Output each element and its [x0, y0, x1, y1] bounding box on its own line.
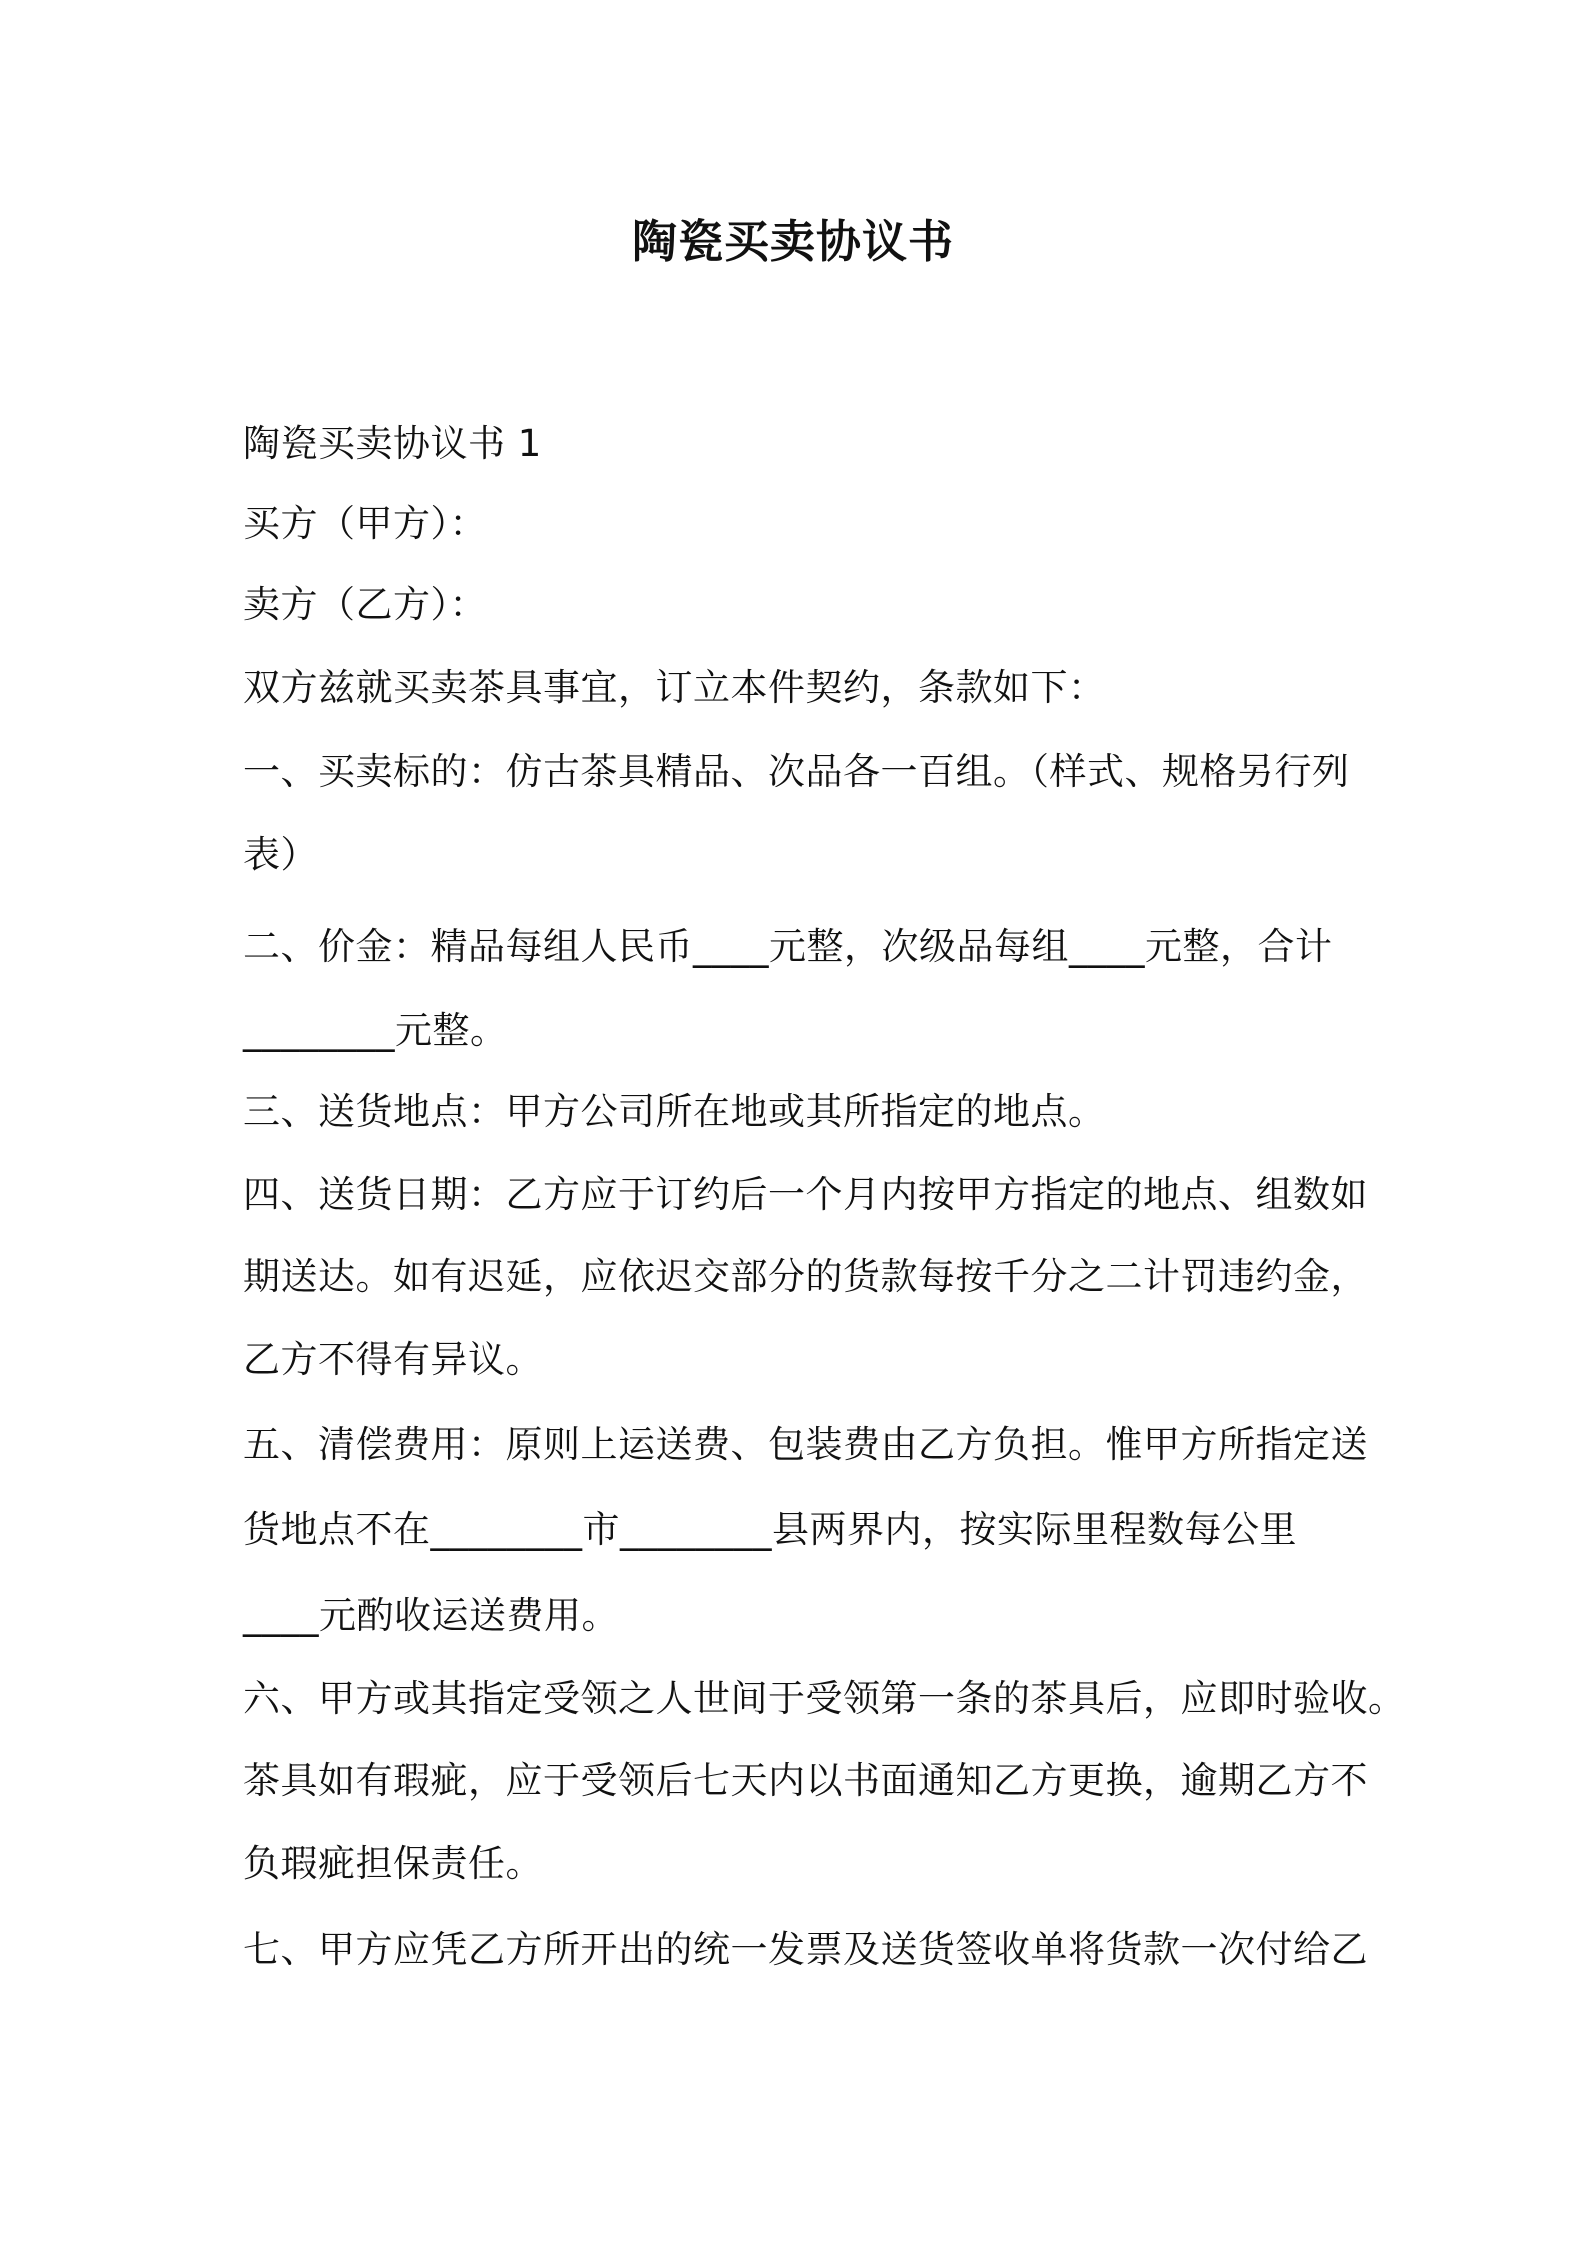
clause-5-line: ____元酌收运送费用。 — [243, 1594, 619, 1637]
clause-1-line: 表） — [243, 833, 318, 876]
clause-6-line: 茶具如有瑕疵，应于受领后七天内以书面通知乙方更换，逾期乙方不 — [243, 1759, 1368, 1802]
buyer-line: 买方（甲方）： — [243, 502, 487, 545]
clause-2-line: 二、价金：精品每组人民币____元整，次级品每组____元整，合计 — [243, 925, 1333, 968]
clause-6-line: 负瑕疵担保责任。 — [243, 1842, 543, 1885]
clause-5-line: 五、清偿费用：原则上运送费、包装费由乙方负担。惟甲方所指定送 — [243, 1423, 1368, 1466]
clause-4-line: 四、送货日期：乙方应于订约后一个月内按甲方指定的地点、组数如 — [243, 1173, 1368, 1216]
clause-6-line: 六、甲方或其指定受领之人世间于受领第一条的茶具后，应即时验收。 — [243, 1677, 1406, 1720]
clause-5-line: 货地点不在________市________县两界内，按实际里程数每公里 — [243, 1508, 1297, 1551]
clause-2-line: ________元整。 — [243, 1009, 508, 1052]
clause-4-line: 乙方不得有异议。 — [243, 1338, 543, 1381]
section-heading: 陶瓷买卖协议书 1 — [243, 422, 542, 465]
clause-1-line: 一、买卖标的：仿古茶具精品、次品各一百组。（样式、规格另行列 — [243, 750, 1350, 793]
intro-paragraph-line: 双方兹就买卖茶具事宜，订立本件契约，条款如下： — [243, 666, 1106, 709]
clause-3-line: 三、送货地点：甲方公司所在地或其所指定的地点。 — [243, 1090, 1106, 1133]
document-title: 陶瓷买卖协议书 — [631, 215, 954, 268]
clause-4-line: 期送达。如有迟延，应依迟交部分的货款每按千分之二计罚违约金， — [243, 1255, 1368, 1298]
clause-7-line: 七、甲方应凭乙方所开出的统一发票及送货签收单将货款一次付给乙 — [243, 1928, 1368, 1971]
seller-line: 卖方（乙方）： — [243, 583, 487, 626]
